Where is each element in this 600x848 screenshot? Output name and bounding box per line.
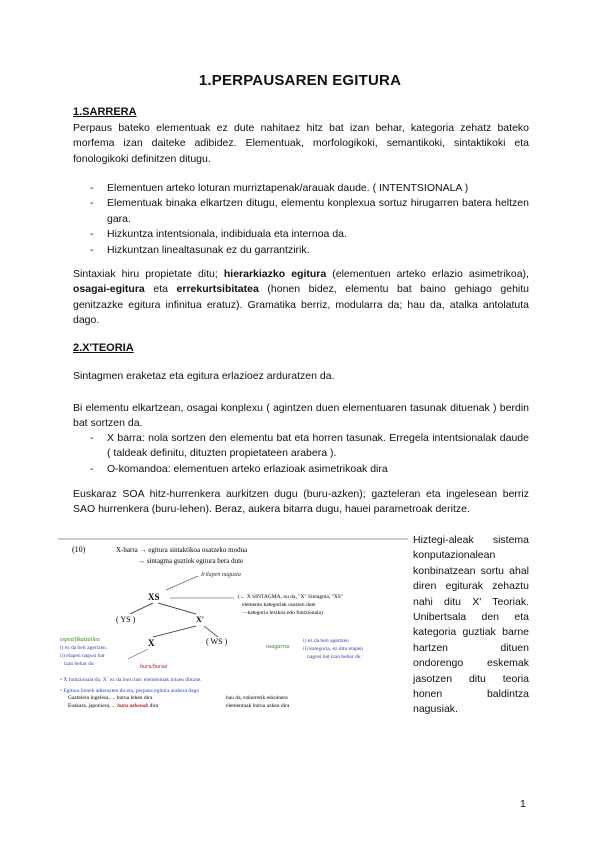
section-heading-xteoria: 2.X'TEORIA (73, 342, 134, 354)
list-item: - Hizkuntza intentsionala, indibiduala eta internoa da. (90, 227, 529, 242)
xs-note-1: (← X SINTAGMA, nu da, "X" Sintagma, "XS" (238, 594, 344, 600)
specifier-note-2: ii) elapen nagusi bat (60, 653, 105, 659)
figure-bullet-2: • Egitura honek adierazten du eta, perpaus egitura arabera dago (60, 688, 200, 694)
bold-term: errekurtsibitatea (176, 283, 259, 296)
word-order-paragraph: Euskaraz SOA hitz-hurrenkera aurkitzen dugu (buru-azken); gazteleran eta ingelesean berriz SAO hurrenkera (buru-lehen). Beraz, aukera bitarra dugu, hauei parametroak deritze. (73, 488, 529, 516)
page-number: 1 (520, 798, 526, 810)
complement-label: osagarria (266, 644, 290, 650)
syntax-properties-paragraph: Sintaxiak hiru propietate ditu; hierarkiazko egitura (elementuen arteko erlazio asimetrikoa), osagai-egitura eta errekurtsibitatea (honen bidez, elementu bat baino gehiago gehitu genitzazke egitura infinitua eratuz). Gramatika berriz, modularra da; hau da, atalka antolatuta dago. (73, 268, 529, 327)
head-projection-label: Irilapen nagusia (201, 572, 241, 578)
list-item: - O-komandoa: elementuen arteko erlazioak asimetrikoak dira (90, 462, 529, 477)
list-item: - Elementuen arteko loturan murriztapenak/arauak daude. ( INTENTSIONALA ) (90, 181, 529, 196)
figure-bullet-3-note-1: hau da, ezkerretik eskuinera (226, 695, 288, 701)
tree-branch (204, 626, 218, 637)
list-item: - Elementuak binaka elkartzen ditugu, elementu konplexua sortuz hirugarren batera heltzen gara. (90, 196, 529, 227)
specifier-note-3: izan behar du (64, 661, 94, 667)
complement-note-2: ii) kategoria, ez ditu elapen (303, 646, 364, 652)
list-item: - Hizkuntzan linealtasunak ez du garrantzirik. (90, 243, 529, 258)
sarrera-bullet-list (90, 181, 529, 258)
figure-bullet-3-note-2: elementuak burua azken dira (226, 703, 290, 709)
xteoria-paragraph-2: Bi elementu elkartzean, osagai konplexu ( agintzen duen elementuaren tasunak dituenak ) berdin bat sortzen da. (73, 402, 529, 430)
figure-bullet-3: Euskara, japoniera, ... buru azkenak dira (68, 703, 159, 709)
tree-branch (153, 626, 196, 637)
figure-number: (10) (72, 545, 86, 554)
list-item: - X barra: nola sortzen den elementu bat eta horren tasunak. Erregela intentsionalak daude ( taldeak definitu, dituzten propietateen arabera ). (90, 431, 529, 462)
tree-branch (158, 603, 196, 614)
node-xs: XS (148, 592, 160, 602)
specifier-note-1: i) ez da beti agertzen. (60, 645, 108, 651)
side-paragraph: Hiztegi-aleak sistema konputazionalean konbinatzean sortu ahal diren egiturak zehaztu nahi ditu X' Teoriak. Unibertsala den eta kategoria guztiak barne hartzen dituen ondorengo eskemak jasotzen ditu teoria honen baldintza nagusiak. (413, 534, 529, 716)
node-x: X (148, 638, 155, 648)
xs-note-3: —kategoria lexikoa edo funtzionala) (242, 610, 323, 616)
intro-paragraph: Perpaus bateko elementuak ez dute nahitaez hitz bat izan behar, kategoria zehatz bateko morfema izan daiteke adibidez. Elementuak, morfologikoki, semantikoki, sintaktikoki eta fonologikoki definitzen ditugu. (73, 122, 529, 165)
figure-line-2: → sintagma guztiek egitura bera dute (138, 557, 244, 565)
xteoria-bullet-list (90, 431, 529, 477)
node-ws: ( WS ) (206, 637, 228, 646)
figure-bullet-1: • X funtzionala da, X´ ez da buru bat: elementuak lotzen dituzte. (60, 677, 202, 683)
complement-note-1: i) ez da beti agertzen (303, 638, 349, 644)
node-ys: ( YS ) (116, 615, 136, 624)
figure-bullet-2b: Gaztelera ingelesa, ... burua lehen dira (68, 695, 153, 701)
xbar-tree-figure (58, 538, 408, 710)
xteoria-paragraph-1: Sintagmen eraketaz eta egitura erlazioez arduratzen da. (73, 370, 335, 382)
head-label: buru/burua (140, 664, 168, 670)
arrow-line (166, 576, 198, 590)
head-pointer-line (128, 649, 148, 659)
specifier-label: espezifikatzailea (60, 637, 100, 643)
node-xbar: X' (196, 615, 204, 624)
page-title: 1.PERPAUSAREN EGITURA (198, 72, 402, 89)
bold-term: hierarkiazko egitura (223, 268, 327, 280)
figure-line-1: X-barra → egitura sintaktikoa osatzeko modua (116, 546, 248, 554)
tree-branch (130, 603, 153, 614)
xs-note-2: elementu kategoriak osatzen dute (242, 602, 316, 608)
complement-note-3: nagusi bat izan behar du (307, 654, 361, 660)
bold-term: osagai-egitura (73, 283, 145, 296)
section-heading-sarrera: 1.SARRERA (73, 106, 137, 118)
